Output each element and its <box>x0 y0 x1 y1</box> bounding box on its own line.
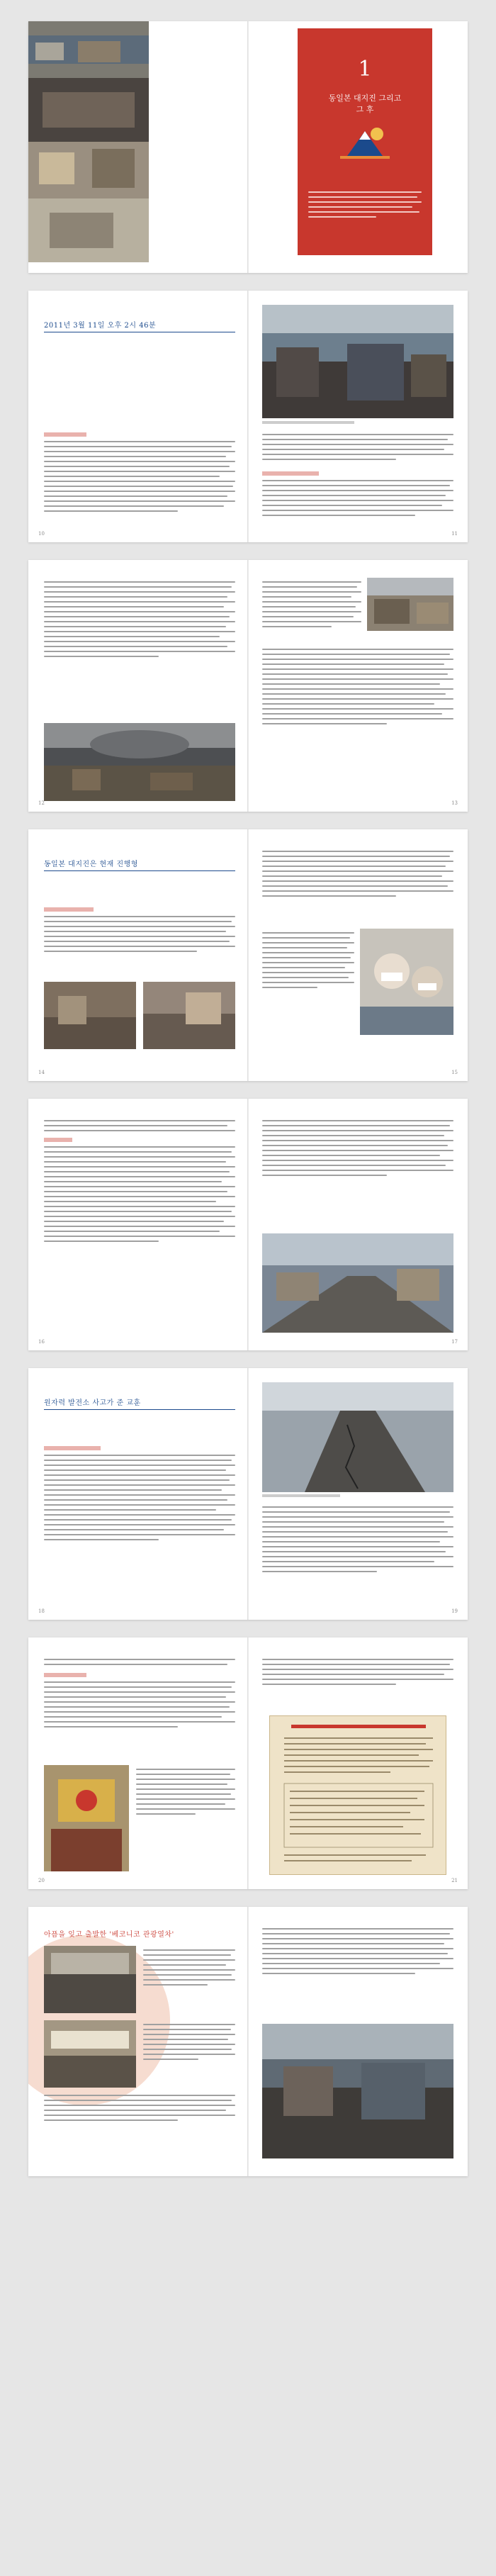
spread-6 <box>28 1368 468 1620</box>
page-number-right: 11 <box>451 531 458 537</box>
body-text-right <box>262 851 453 897</box>
body-text-right-2 <box>262 649 453 724</box>
body-text-left <box>143 1949 235 1986</box>
photo-disaster-collage <box>28 21 149 262</box>
section-heading: 동일본 대지진은 현재 진행형 <box>44 861 138 868</box>
page-number-right: 21 <box>451 1878 458 1883</box>
body-text-left <box>44 1455 235 1540</box>
body-text-left <box>44 581 235 657</box>
body-text-right <box>262 1659 453 1685</box>
spread-4 <box>28 829 468 1081</box>
body-text-left <box>44 916 235 952</box>
photo-evacuation-crowd <box>262 305 453 418</box>
page-number-left: 10 <box>38 531 45 537</box>
photo-welcome-banner <box>44 2020 136 2088</box>
page-number-left: 14 <box>38 1070 45 1075</box>
section-heading: 원자력 발전소 사고가 준 교훈 <box>44 1399 141 1407</box>
body-text-left-2 <box>143 2024 235 2060</box>
spread-1 <box>28 21 468 273</box>
heading-rule <box>44 1409 235 1410</box>
body-text-right <box>262 581 361 627</box>
subheading-right <box>262 471 319 476</box>
spread-8 <box>28 1907 468 2176</box>
body-text-right <box>262 1120 453 1176</box>
photo-caption <box>262 1494 340 1497</box>
page-number-left: 18 <box>38 1608 45 1614</box>
photo-fire-aftermath <box>44 723 235 801</box>
body-text-left <box>44 1659 235 1665</box>
body-text-right <box>262 1928 453 1974</box>
body-text-right-2 <box>262 480 453 516</box>
subheading <box>44 1673 86 1677</box>
body-text-right <box>262 1506 453 1572</box>
subheading <box>44 907 94 912</box>
body-text-left-3 <box>44 2095 235 2121</box>
photo-train-crowd <box>44 1946 136 2013</box>
body-text-left-2 <box>44 1146 235 1242</box>
photo-station-crowd <box>262 2024 453 2158</box>
body-text-right-2 <box>262 932 354 988</box>
page-number-left: 20 <box>38 1878 45 1883</box>
chapter-intro-text <box>308 191 422 218</box>
photo-masked-people <box>360 929 453 1035</box>
photo-damaged-road <box>262 1233 453 1333</box>
subheading <box>44 1138 72 1142</box>
page-number-right: 17 <box>451 1339 458 1345</box>
photo-caption <box>262 421 354 424</box>
page-number-left: 16 <box>38 1339 45 1345</box>
body-text-right <box>262 434 453 460</box>
photo-rubble <box>367 578 453 631</box>
page-number-right: 13 <box>451 800 458 806</box>
subheading <box>44 1446 101 1450</box>
spread-7 <box>28 1637 468 1889</box>
photo-cracked-road <box>262 1382 453 1492</box>
subheading <box>44 432 86 437</box>
heading-rule <box>44 870 235 871</box>
spread-3 <box>28 560 468 812</box>
parchment-notice <box>269 1715 446 1875</box>
section-heading: 아픔을 잊고 출발한 '베코니코 관광열차' <box>44 1931 174 1939</box>
body-text-left-2 <box>44 1681 235 1727</box>
chapter-title-2: 그 후 <box>356 105 374 114</box>
chapter-number: 1 <box>358 57 372 82</box>
body-text-left-3 <box>136 1769 235 1815</box>
body-text-left <box>44 1120 235 1131</box>
spread-2 <box>28 291 468 542</box>
section-heading: 2011년 3월 11일 오후 2시 46분 <box>44 322 157 330</box>
page-number-left: 12 <box>38 800 45 806</box>
mount-fuji-illustration <box>340 124 390 159</box>
body-text-left <box>44 441 235 512</box>
photo-shelter-left <box>44 982 136 1049</box>
spread-5 <box>28 1099 468 1350</box>
chapter-title: 동일본 대지진 그리고 <box>328 94 402 103</box>
page-number-right: 19 <box>451 1608 458 1614</box>
page-number-right: 15 <box>451 1070 458 1075</box>
photo-festival <box>44 1765 129 1871</box>
photo-shelter-right <box>143 982 235 1049</box>
